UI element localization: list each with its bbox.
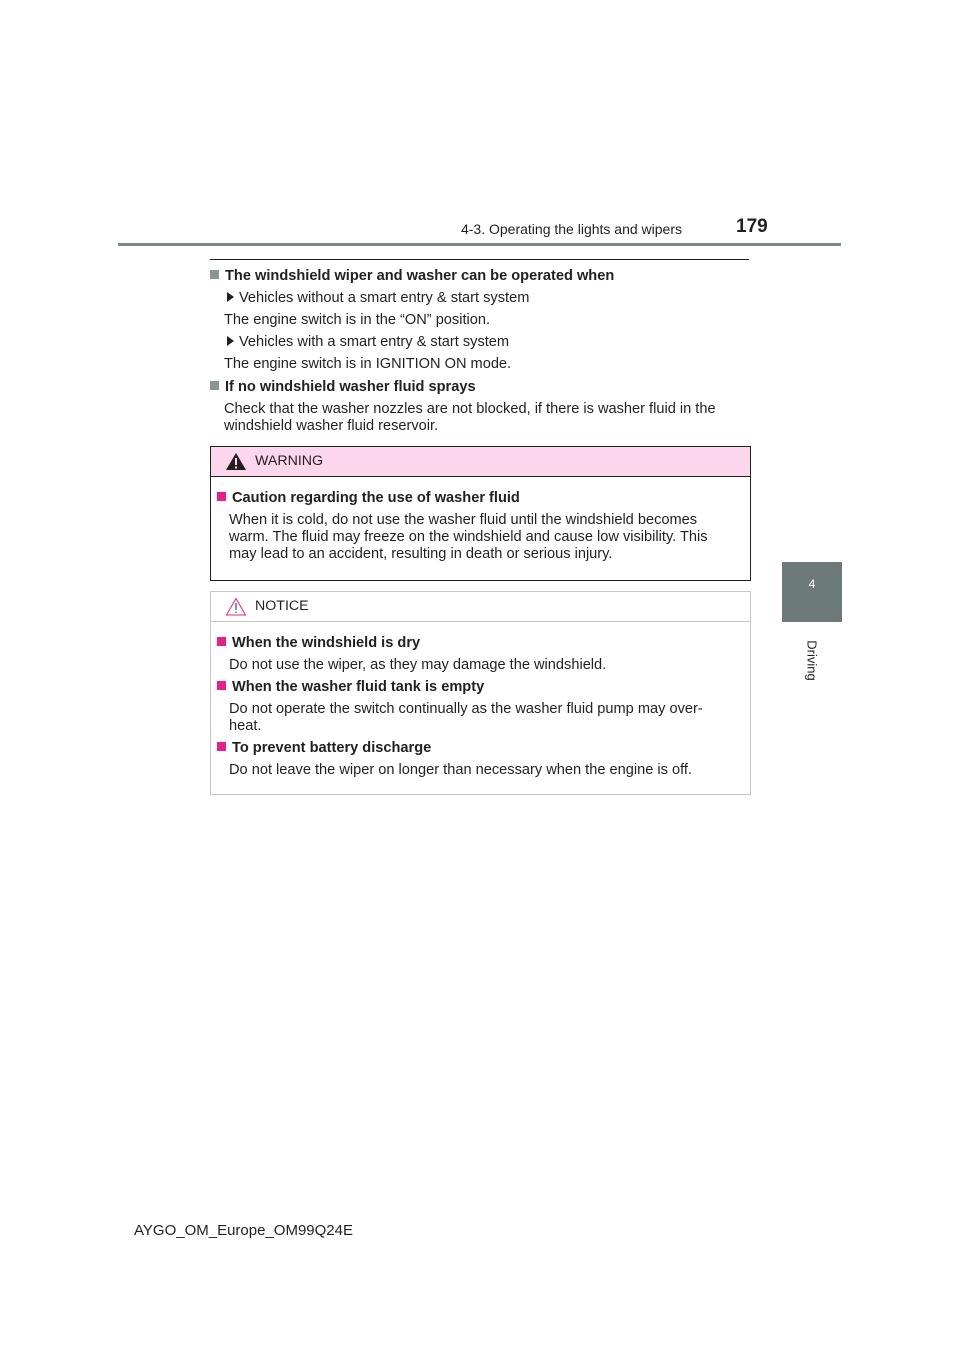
- variant-2: Vehicles with a smart entry & start system: [227, 333, 509, 351]
- warning-line-3: may lead to an accident, resulting in death or serious injury.: [229, 546, 613, 562]
- notice-text-2-line-2: heat.: [229, 718, 262, 734]
- section-title: 4-3. Operating the lights and wipers: [460, 221, 682, 237]
- chapter-number: 4: [808, 577, 816, 591]
- triangle-right-icon: [227, 292, 234, 302]
- warning-header: [211, 447, 750, 477]
- variant-1: Vehicles without a smart entry & start system: [227, 289, 529, 307]
- square-bullet-icon: [217, 492, 226, 501]
- warning-line-1: When it is cold, do not use the washer fluid until the windshield becomes: [229, 512, 698, 528]
- triangle-right-icon: [227, 336, 234, 346]
- notice-text-1: Do not use the wiper, as they may damage the windshield.: [229, 657, 607, 673]
- notice-title: NOTICE: [255, 598, 309, 614]
- square-bullet-icon: [210, 270, 219, 279]
- intro-section: [210, 266, 750, 436]
- document-id: AYGO_OM_Europe_OM99Q24E: [134, 1222, 353, 1239]
- notice-header: [211, 592, 750, 622]
- notice-text-3: Do not leave the wiper on longer than necessary when the engine is off.: [229, 762, 692, 778]
- notice-heading-1: When the windshield is dry: [217, 634, 420, 652]
- header-rule: [118, 243, 841, 246]
- square-bullet-icon: [217, 681, 226, 690]
- warning-body: [211, 488, 749, 568]
- notice-triangle-icon: [225, 597, 247, 616]
- warning-triangle-icon: [225, 452, 247, 471]
- square-bullet-icon: [210, 381, 219, 390]
- intro-heading-1: The windshield wiper and washer can be operated when: [210, 267, 614, 285]
- washer-check-line-2: windshield washer fluid reservoir.: [224, 418, 439, 434]
- notice-heading-2: When the washer fluid tank is empty: [217, 678, 484, 696]
- variant-2-text: The engine switch is in IGNITION ON mode.: [224, 356, 512, 372]
- notice-text-2-line-1: Do not operate the switch continually as the washer fluid pump may over-: [229, 701, 703, 717]
- warning-title: WARNING: [255, 453, 324, 469]
- chapter-label: Driving: [804, 640, 820, 681]
- warning-line-2: warm. The fluid may freeze on the windshield and cause low visibility. This: [229, 529, 708, 545]
- page-number: 179: [736, 216, 768, 237]
- intro-heading-2: If no windshield washer fluid sprays: [210, 378, 476, 396]
- content-rule: [210, 259, 749, 260]
- variant-1-text: The engine switch is in the “ON” position.: [224, 312, 491, 328]
- warning-heading: Caution regarding the use of washer fluid: [217, 489, 520, 507]
- square-bullet-icon: [217, 637, 226, 646]
- chapter-tab: [782, 562, 842, 622]
- notice-body: [211, 633, 749, 783]
- square-bullet-icon: [217, 742, 226, 751]
- notice-heading-3: To prevent battery discharge: [217, 739, 431, 757]
- washer-check-line-1: Check that the washer nozzles are not blocked, if there is washer fluid in the: [224, 401, 716, 417]
